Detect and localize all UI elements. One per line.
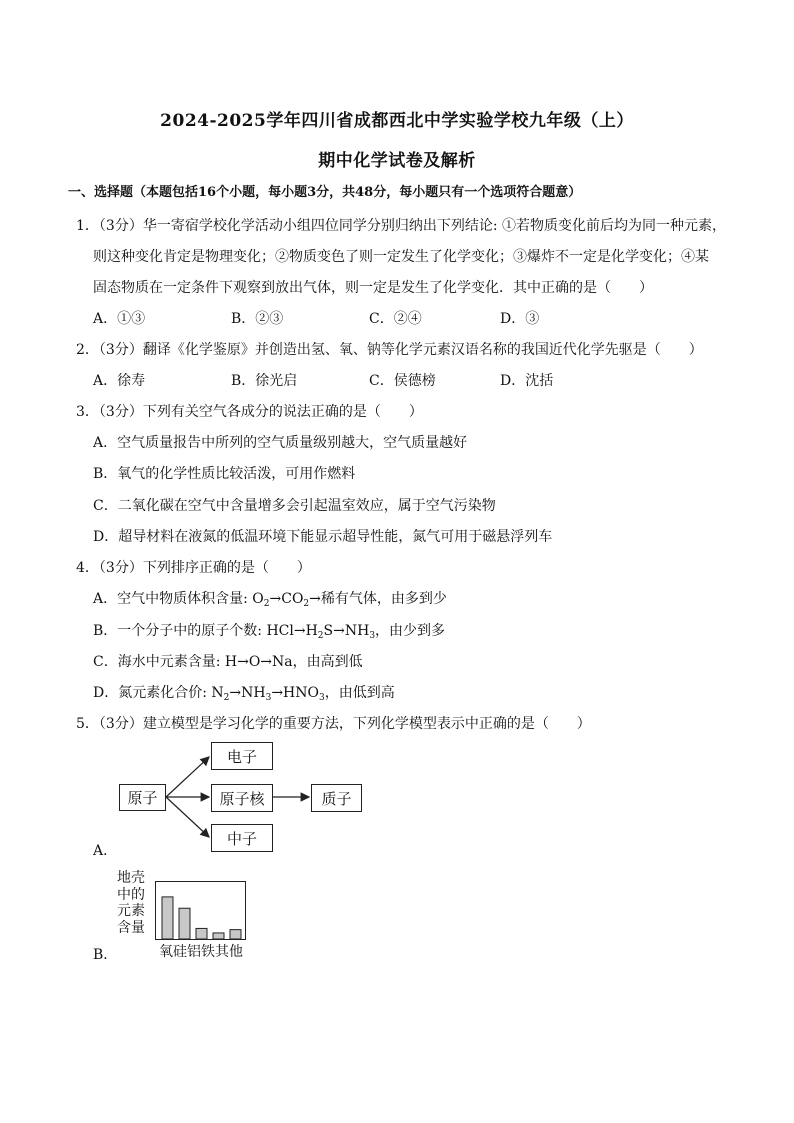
q4-option-b: B．一个分子中的原子个数: $HCl\to H_2S\to NH_3$，由少到多 [93, 623, 446, 641]
neutron-box: 中子 [211, 824, 273, 852]
paper-title-line1: 2024-2025学年四川省成都西北中学实验学校九年级（上） [160, 111, 634, 131]
electron-box: 电子 [211, 742, 273, 770]
proton-box: 质子 [311, 784, 362, 812]
q1-line1: 1．（3分）华一寄宿学校化学活动小组四位同学分别归纳出下列结论: ①若物质变化前后均为同一种元素， [76, 218, 726, 234]
chart-xlabel: 氧硅铝铁其他 [159, 944, 243, 960]
q5-option-b-label: B． [93, 947, 118, 963]
nucleus-box: 原子核 [211, 784, 273, 812]
crust-element-bar-chart [155, 878, 250, 942]
chart-bar-4 [230, 930, 241, 939]
chart-ylabel-line: 中的 [117, 886, 145, 903]
q1-line2: 则这种变化肯定是物理变化；②物质变色了则一定发生了化学变化；③爆炸不一定是化学变化；④某 [93, 249, 709, 265]
q2-option-c: C．侯德榜 [369, 373, 436, 389]
q1-option-b: B．②③ [231, 311, 284, 327]
q4-option-a: A．空气中物质体积含量: $O_2\to CO_2\to$稀有气体，由多到少 [93, 591, 447, 609]
q4-option-d: D．氮元素化合价: $N_2\to NH_3\to HNO_3$，由低到高 [93, 685, 395, 703]
chart-ylabel-line: 含量 [117, 919, 145, 936]
q3-stem: 3．（3分）下列有关空气各成分的说法正确的是（ ） [76, 404, 423, 420]
q3-option-c: C．二氧化碳在空气中含量增多会引起温室效应，属于空气污染物 [93, 498, 496, 514]
section-heading: 一、选择题（本题包括16个小题，每小题3分，共48分，每小题只有一个选项符合题意） [68, 185, 582, 200]
q2-option-a: A．徐寿 [93, 373, 146, 389]
q1-option-d: D．③ [500, 311, 540, 327]
q3-option-d: D．超导材料在液氮的低温环境下能显示超导性能，氮气可用于磁悬浮列车 [93, 529, 553, 545]
chart-ylabel-line: 元素 [117, 903, 145, 919]
paper-title-line2: 期中化学试卷及解析 [318, 151, 476, 171]
q4-stem: 4．（3分）下列排序正确的是（ ） [76, 560, 311, 576]
chart-ylabel-line: 地壳 [117, 870, 145, 886]
q2-stem: 2．（3分）翻译《化学鉴原》并创造出氢、氧、钠等化学元素汉语名称的我国近代化学先驱是（ ） [76, 342, 703, 358]
q5-option-a-label: A． [93, 843, 118, 859]
q1-option-c: C．②④ [369, 311, 422, 327]
q2-option-d: D．沈括 [500, 373, 554, 389]
chart-bar-1 [179, 908, 190, 939]
q3-option-b: B．氧气的化学性质比较活泼，可用作燃料 [93, 466, 356, 482]
q5-stem: 5．（3分）建立模型是学习化学的重要方法，下列化学模型表示中正确的是（ ） [76, 716, 591, 732]
chart-bar-3 [213, 933, 224, 939]
chart-ylabel [117, 870, 145, 936]
q3-option-a: A．空气质量报告中所列的空气质量级别越大，空气质量越好 [93, 435, 468, 451]
q4-option-c: C．海水中元素含量: H→O→Na，由高到低 [93, 654, 363, 670]
chart-bar-2 [196, 928, 207, 939]
q1-option-a: A．①③ [93, 311, 146, 327]
chart-bar-0 [162, 897, 173, 939]
q2-option-b: B．徐光启 [231, 373, 298, 389]
q1-line3: 固态物质在一定条件下观察到放出气体，则一定是发生了化学变化．其中正确的是（ ） [93, 280, 653, 296]
atom-box: 原子 [119, 784, 166, 811]
